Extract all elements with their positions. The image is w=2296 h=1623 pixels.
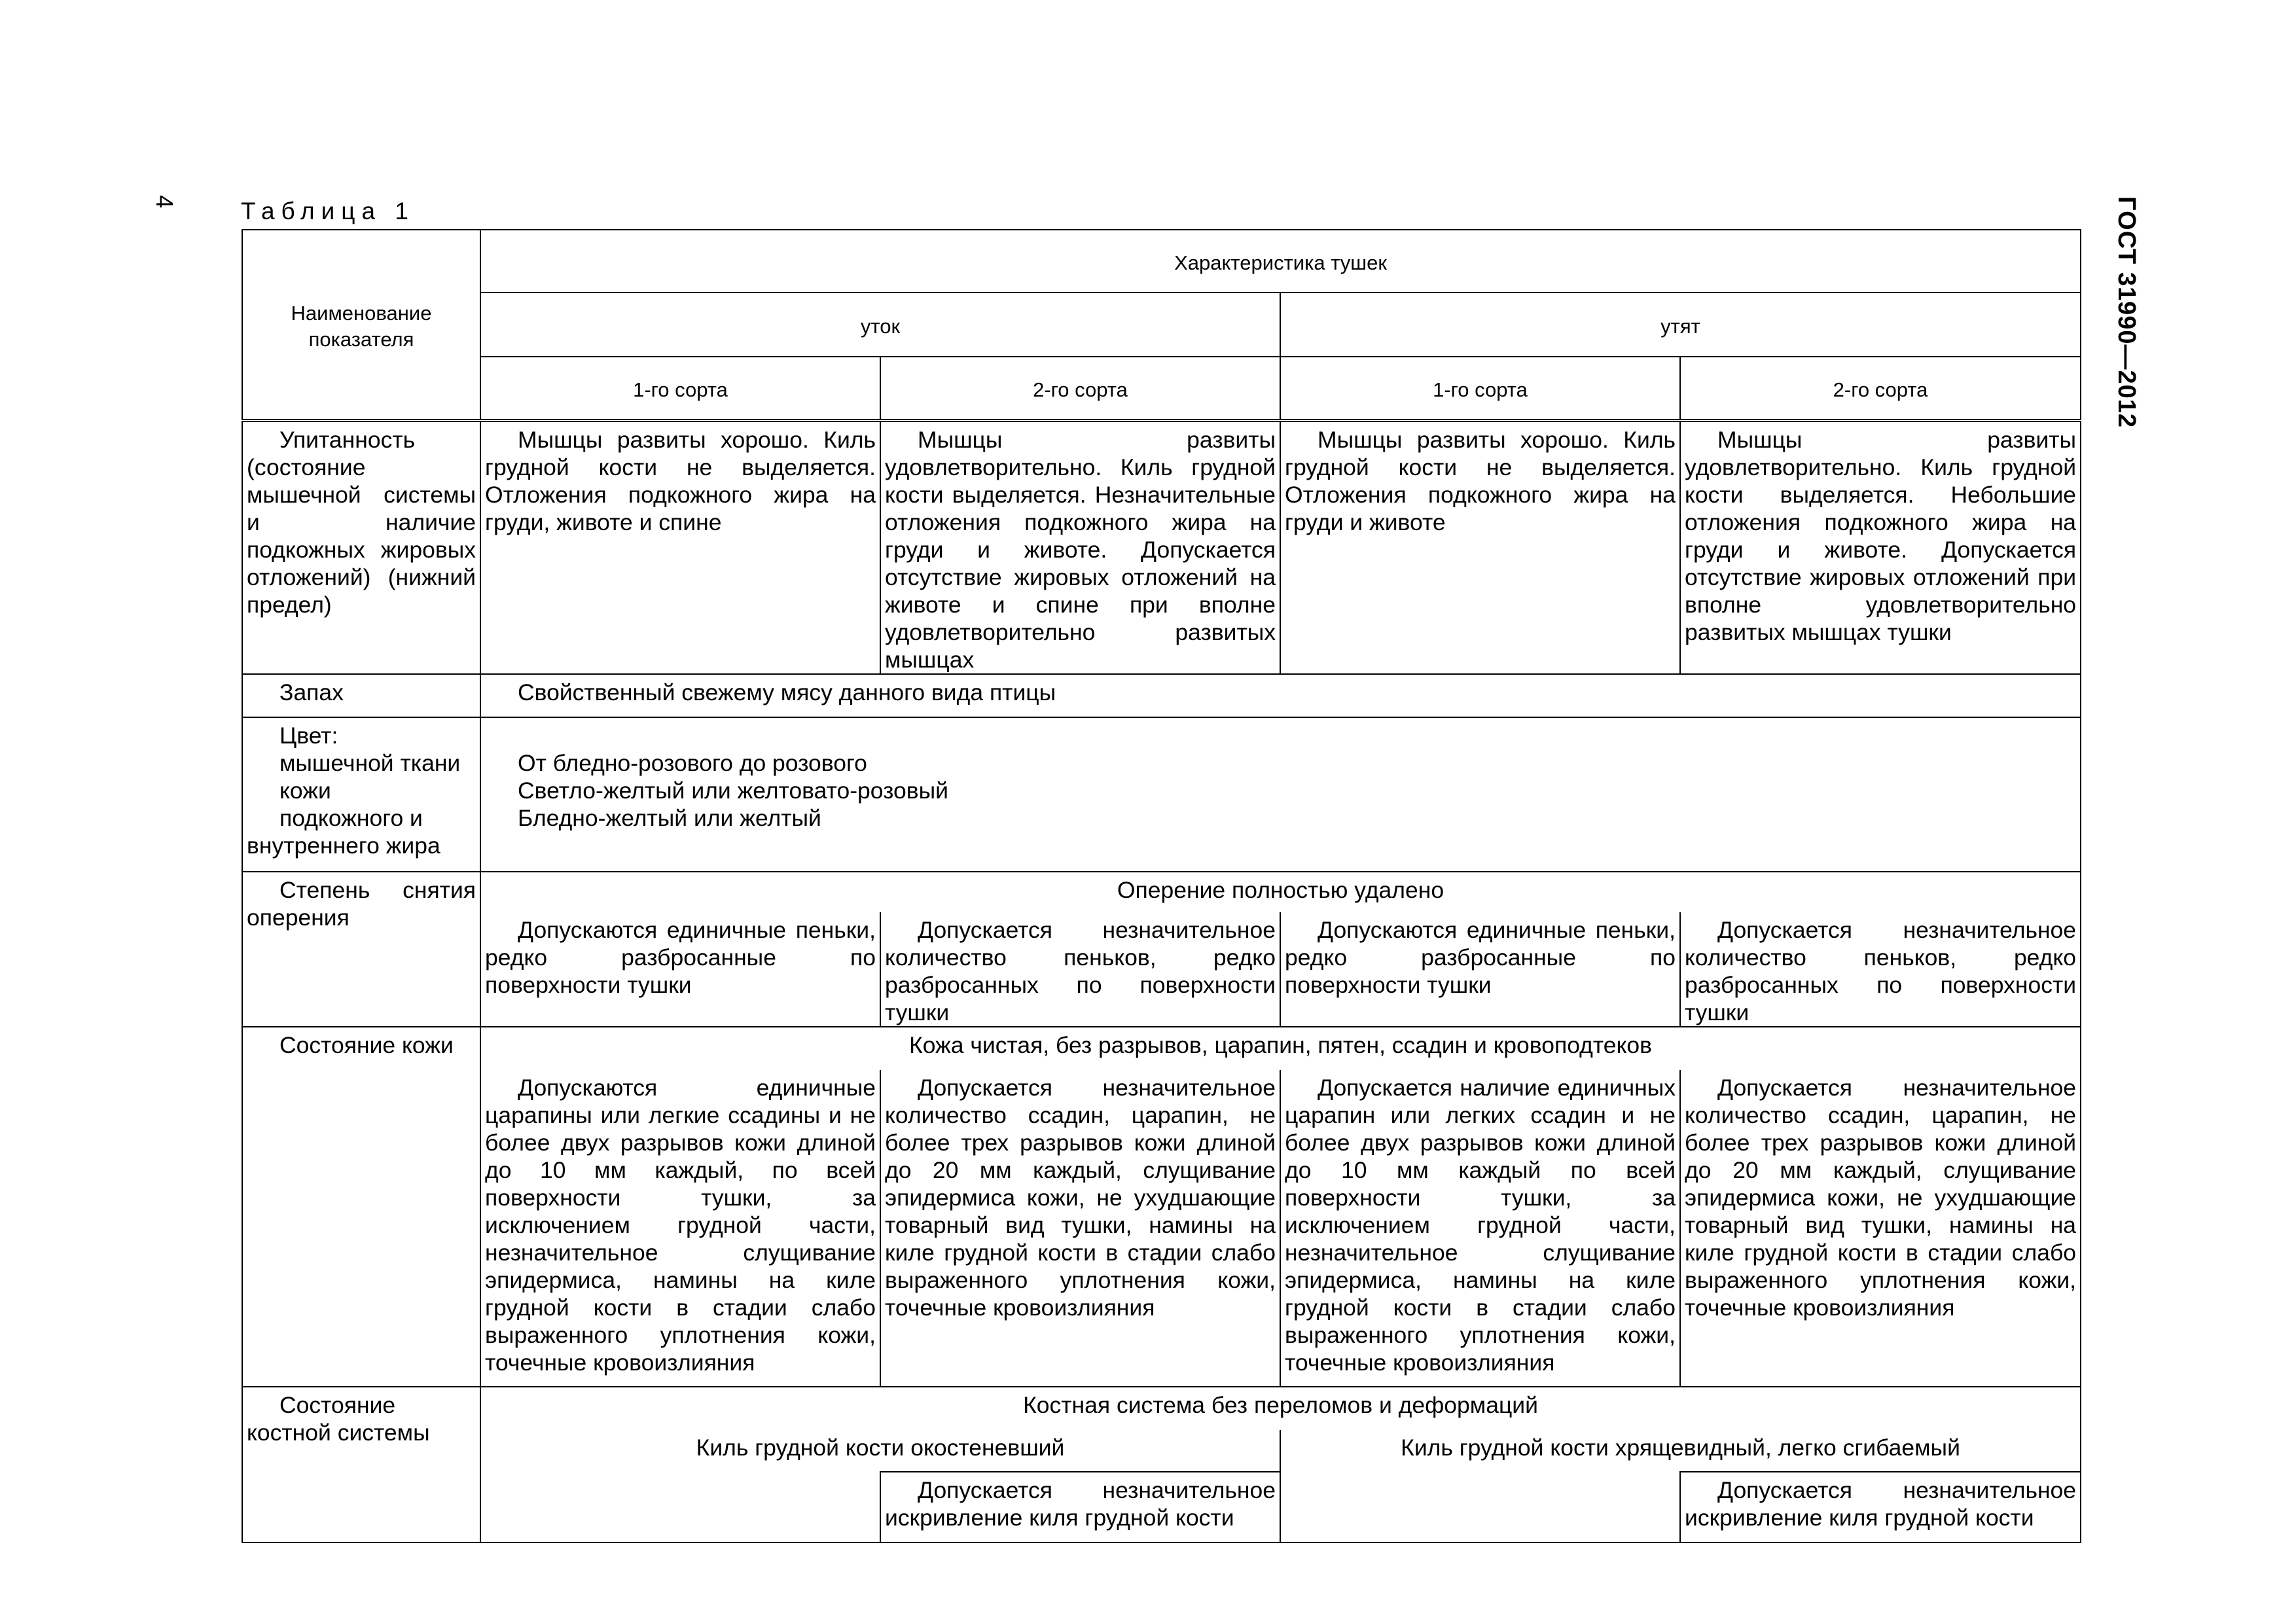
header-indicator: Наименование показателя <box>242 230 480 421</box>
row-label-fatness: Упитанность (состояние мышечной системы и наличие подкожных жировых отложений) (нижний предел) <box>242 421 480 675</box>
header-grade: 2-го сорта <box>880 357 1280 421</box>
color-value: От бледно-розового до розового <box>518 750 867 776</box>
table-cell: Допускается незначительное количество пеньков, редко разбросанных по поверхности тушки <box>1680 912 2081 1027</box>
header-grade: 1-го сорта <box>480 357 880 421</box>
table-cell: Киль грудной кости хрящевидный, легко сгибаемый <box>1280 1430 2081 1472</box>
row-label-bones: Состояние костной системы <box>242 1387 480 1543</box>
header-characteristic: Характеристика тушек <box>480 230 2081 293</box>
header-grade: 2-го сорта <box>1680 357 2081 421</box>
table-cell: Мышцы развиты удовлетворительно. Киль грудной кости выделяется. Незначительные отложения подкожного жира на груди и животе. Допускается отсутствие жировых отложений на животе и спине при вполне удовлетворительно развитых мышцах <box>880 421 1280 675</box>
color-values <box>480 717 2081 872</box>
table-cell <box>480 1472 880 1543</box>
table-cell: Кожа чистая, без разрывов, царапин, пятен, ссадин и кровоподтеков <box>480 1027 2081 1070</box>
header-group-ducklings: утят <box>1280 293 2081 357</box>
row-label-smell: Запах <box>242 674 480 717</box>
table-cell: Мышцы развиты хорошо. Киль грудной кости не выделяется. Отложения подкожного жира на груди, животе и спине <box>480 421 880 675</box>
table-cell: Мышцы развиты хорошо. Киль грудной кости не выделяется. Отложения подкожного жира на груди и животе <box>1280 421 1680 675</box>
table-cell: Допускаются единичные царапины или легкие ссадины и не более двух разрывов кожи длиной до 10 мм каждый, по всей поверхности тушки, за исключением грудной части, незначительное слущивание эпидермиса, намины на киле грудной кости в стадии слабо выраженного уплотнения кожи, точечные кровоизлияния <box>480 1070 880 1387</box>
table-cell: Киль грудной кости окостеневший <box>480 1430 1280 1472</box>
table-caption: Таблица 1 <box>241 198 415 224</box>
color-sub: внутреннего жира <box>247 832 440 859</box>
color-sub: кожи <box>279 777 331 804</box>
table-cell: Допускается наличие единичных царапин или легких ссадин и не более двух разрывов кожи длиной до 10 мм каждый по всей поверхности тушки, за исключением грудной части, незначительное слущивание эпидермиса, намины на киле грудной кости в стадии слабо выраженного уплотнения кожи, точечные кровоизлияния <box>1280 1070 1680 1387</box>
table-cell <box>1280 1472 1680 1543</box>
table-cell: Допускаются единичные пеньки, редко разбросанные по поверхности тушки <box>1280 912 1680 1027</box>
row-label-plumage: Степень снятия оперения <box>242 872 480 1027</box>
table-cell: Мышцы развиты удовлетворительно. Киль грудной кости выделяется. Небольшие отложения подкожного жира на груди и животе. Допускается отсутствие жировых отложений при вполне удовлетворительно развитых мышцах тушки <box>1680 421 2081 675</box>
table-cell: Костная система без переломов и деформаций <box>480 1387 2081 1430</box>
table-cell: Допускается незначительное количество ссадин, царапин, не более трех разрывов кожи длиной до 20 мм каждый, слущивание эпидермиса кожи, не ухудшающие товарный вид тушки, намины на киле грудной кости в стадии слабо выраженного уплотнения кожи, точечные кровоизлияния <box>1680 1070 2081 1387</box>
color-sub: мышечной ткани <box>279 750 461 776</box>
color-value: Бледно-желтый или желтый <box>518 805 821 831</box>
table-cell: Допускается незначительное искривление киля грудной кости <box>1680 1472 2081 1543</box>
row-label-skin: Состояние кожи <box>242 1027 480 1387</box>
table-cell: Допускаются единичные пеньки, редко разбросанные по поверхности тушки <box>480 912 880 1027</box>
table-cell: Допускается незначительное искривление киля грудной кости <box>880 1472 1280 1543</box>
header-grade: 1-го сорта <box>1280 357 1680 421</box>
table-cell: Допускается незначительное количество пеньков, редко разбросанных по поверхности тушки <box>880 912 1280 1027</box>
color-sub: подкожного и <box>279 805 423 831</box>
header-group-ducks: уток <box>480 293 1280 357</box>
page-number: 4 <box>151 195 178 209</box>
standard-designation: ГОСТ 31990—2012 <box>2113 196 2140 429</box>
table-cell: Свойственный свежему мясу данного вида птицы <box>480 674 2081 717</box>
row-label-color <box>242 717 480 872</box>
table-cell: Допускается незначительное количество ссадин, царапин, не более трех разрывов кожи длиной до 20 мм каждый, слущивание эпидермиса кожи, не ухудшающие товарный вид тушки, намины на киле грудной кости в стадии слабо выраженного уплотнения кожи, точечные кровоизлияния <box>880 1070 1280 1387</box>
quality-table <box>242 229 2081 1543</box>
table-cell: Оперение полностью удалено <box>480 872 2081 912</box>
color-title: Цвет: <box>279 722 338 749</box>
color-value: Светло-желтый или желтовато-розовый <box>518 777 948 804</box>
